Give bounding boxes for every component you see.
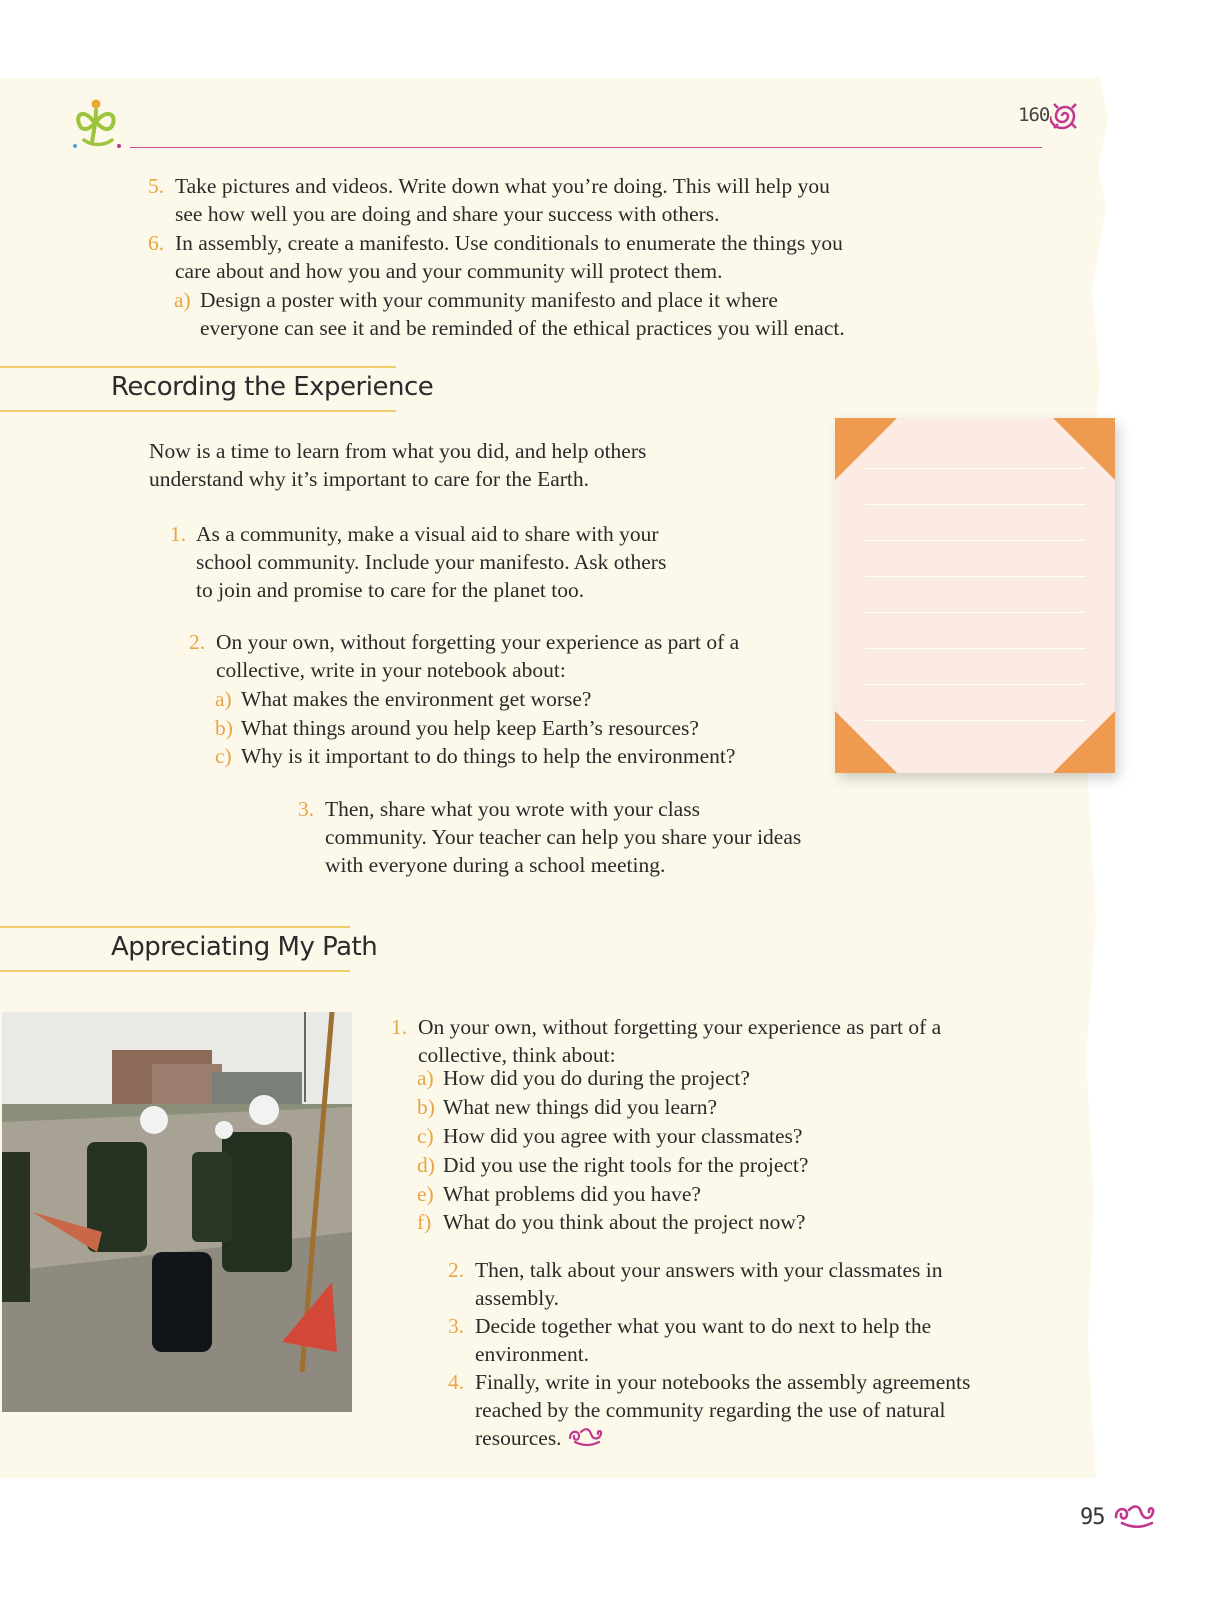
item-line: resources. bbox=[475, 1426, 562, 1450]
intro-line: understand why it’s important to care for the Earth. bbox=[149, 467, 590, 491]
sub-text-line: Design a poster with your community manifesto and place it where bbox=[200, 288, 778, 312]
step-subitem-a bbox=[174, 286, 914, 346]
item-line: Decide together what you want to do next to help the bbox=[475, 1314, 932, 1338]
sub-text: What things around you help keep Earth’s resources? bbox=[241, 716, 699, 740]
recording-sub-b bbox=[215, 714, 815, 744]
recording-intro bbox=[149, 437, 749, 497]
step-text-line: care about and how you and your community will protect them. bbox=[175, 259, 723, 283]
item-line: Then, talk about your answers with your classmates in bbox=[475, 1258, 943, 1282]
sub-text: How did you agree with your classmates? bbox=[443, 1124, 803, 1148]
end-ornament-icon bbox=[567, 1426, 605, 1446]
sub-letter: e) bbox=[417, 1182, 434, 1206]
step-item-6 bbox=[148, 229, 908, 289]
appreciating-item-2 bbox=[448, 1256, 1038, 1316]
sub-text: What do you think about the project now? bbox=[443, 1210, 806, 1234]
header-rule bbox=[130, 147, 1042, 148]
item-number: 4. bbox=[448, 1370, 465, 1394]
item-number: 1. bbox=[170, 522, 187, 546]
sub-letter: a) bbox=[174, 288, 191, 312]
recording-sub-a bbox=[215, 685, 815, 715]
sub-letter: b) bbox=[215, 716, 233, 740]
sub-letter: d) bbox=[417, 1153, 435, 1177]
item-line: to join and promise to care for the planet too. bbox=[196, 578, 585, 602]
appreciating-sub-e bbox=[417, 1180, 977, 1210]
step-text-line: see how well you are doing and share your success with others. bbox=[175, 202, 720, 226]
sub-text-line: everyone can see it and be reminded of the ethical practices you will enact. bbox=[200, 316, 845, 340]
notebook-card bbox=[835, 418, 1115, 773]
item-line: On your own, without forgetting your experience as part of a bbox=[418, 1015, 942, 1039]
recording-item-3 bbox=[298, 795, 858, 885]
cleanup-photo bbox=[2, 1012, 352, 1412]
sub-letter: a) bbox=[215, 687, 232, 711]
item-number: 3. bbox=[298, 797, 315, 821]
section-title-appreciating: Appreciating My Path bbox=[111, 932, 378, 962]
appreciating-sub-c bbox=[417, 1122, 977, 1152]
sub-text: Why is it important to do things to help the environment? bbox=[241, 744, 736, 768]
step-text-line: In assembly, create a manifesto. Use conditionals to enumerate the things you bbox=[175, 231, 843, 255]
item-line: reached by the community regarding the use of natural bbox=[475, 1398, 946, 1422]
item-line: with everyone during a school meeting. bbox=[325, 853, 666, 877]
recording-item-2 bbox=[189, 628, 809, 688]
intro-line: Now is a time to learn from what you did, and help others bbox=[149, 439, 647, 463]
item-number: 3. bbox=[448, 1314, 465, 1338]
sub-text: How did you do during the project? bbox=[443, 1066, 750, 1090]
sub-text: What problems did you have? bbox=[443, 1182, 701, 1206]
appreciating-item-3 bbox=[448, 1312, 1038, 1372]
appreciating-sub-d bbox=[417, 1151, 977, 1181]
footer-ornament-icon bbox=[1112, 1502, 1158, 1528]
sub-letter: f) bbox=[417, 1210, 432, 1234]
sub-letter: c) bbox=[215, 744, 232, 768]
item-number: 2. bbox=[448, 1258, 465, 1282]
page-number-bottom: 95 bbox=[1080, 1505, 1105, 1530]
item-line: school community. Include your manifesto. Ask others bbox=[196, 550, 667, 574]
sub-letter: b) bbox=[417, 1095, 435, 1119]
sprout-logo-icon bbox=[70, 96, 126, 152]
item-line: Then, share what you wrote with your class bbox=[325, 797, 700, 821]
spiral-ornament-icon bbox=[1050, 100, 1080, 132]
item-line: collective, think about: bbox=[418, 1043, 616, 1067]
item-line: collective, write in your notebook about: bbox=[216, 658, 566, 682]
sub-letter: c) bbox=[417, 1124, 434, 1148]
page-number-top: 160 bbox=[1018, 104, 1050, 126]
item-line: On your own, without forgetting your experience as part of a bbox=[216, 630, 740, 654]
appreciating-sub-f bbox=[417, 1208, 977, 1238]
step-item-5 bbox=[148, 172, 908, 232]
item-line: environment. bbox=[475, 1342, 590, 1366]
sub-text: What makes the environment get worse? bbox=[241, 687, 592, 711]
step-text-line: Take pictures and videos. Write down what you’re doing. This will help you bbox=[175, 174, 830, 198]
item-line: As a community, make a visual aid to share with your bbox=[196, 522, 659, 546]
sub-text: Did you use the right tools for the project? bbox=[443, 1153, 809, 1177]
sub-letter: a) bbox=[417, 1066, 434, 1090]
item-number: 1. bbox=[391, 1015, 408, 1039]
item-number: 2. bbox=[189, 630, 206, 654]
sub-text: What new things did you learn? bbox=[443, 1095, 718, 1119]
appreciating-sub-a bbox=[417, 1064, 977, 1094]
step-number: 6. bbox=[148, 231, 165, 255]
appreciating-item-4 bbox=[448, 1368, 1048, 1458]
recording-item-1 bbox=[170, 520, 730, 610]
item-line: community. Your teacher can help you share your ideas bbox=[325, 825, 802, 849]
item-line: assembly. bbox=[475, 1286, 559, 1310]
step-number: 5. bbox=[148, 174, 165, 198]
photo-corners-icon bbox=[835, 418, 1115, 773]
recording-sub-c bbox=[215, 742, 815, 772]
item-line: Finally, write in your notebooks the assembly agreements bbox=[475, 1370, 971, 1394]
section-title-recording: Recording the Experience bbox=[111, 372, 434, 402]
appreciating-sub-b bbox=[417, 1093, 977, 1123]
